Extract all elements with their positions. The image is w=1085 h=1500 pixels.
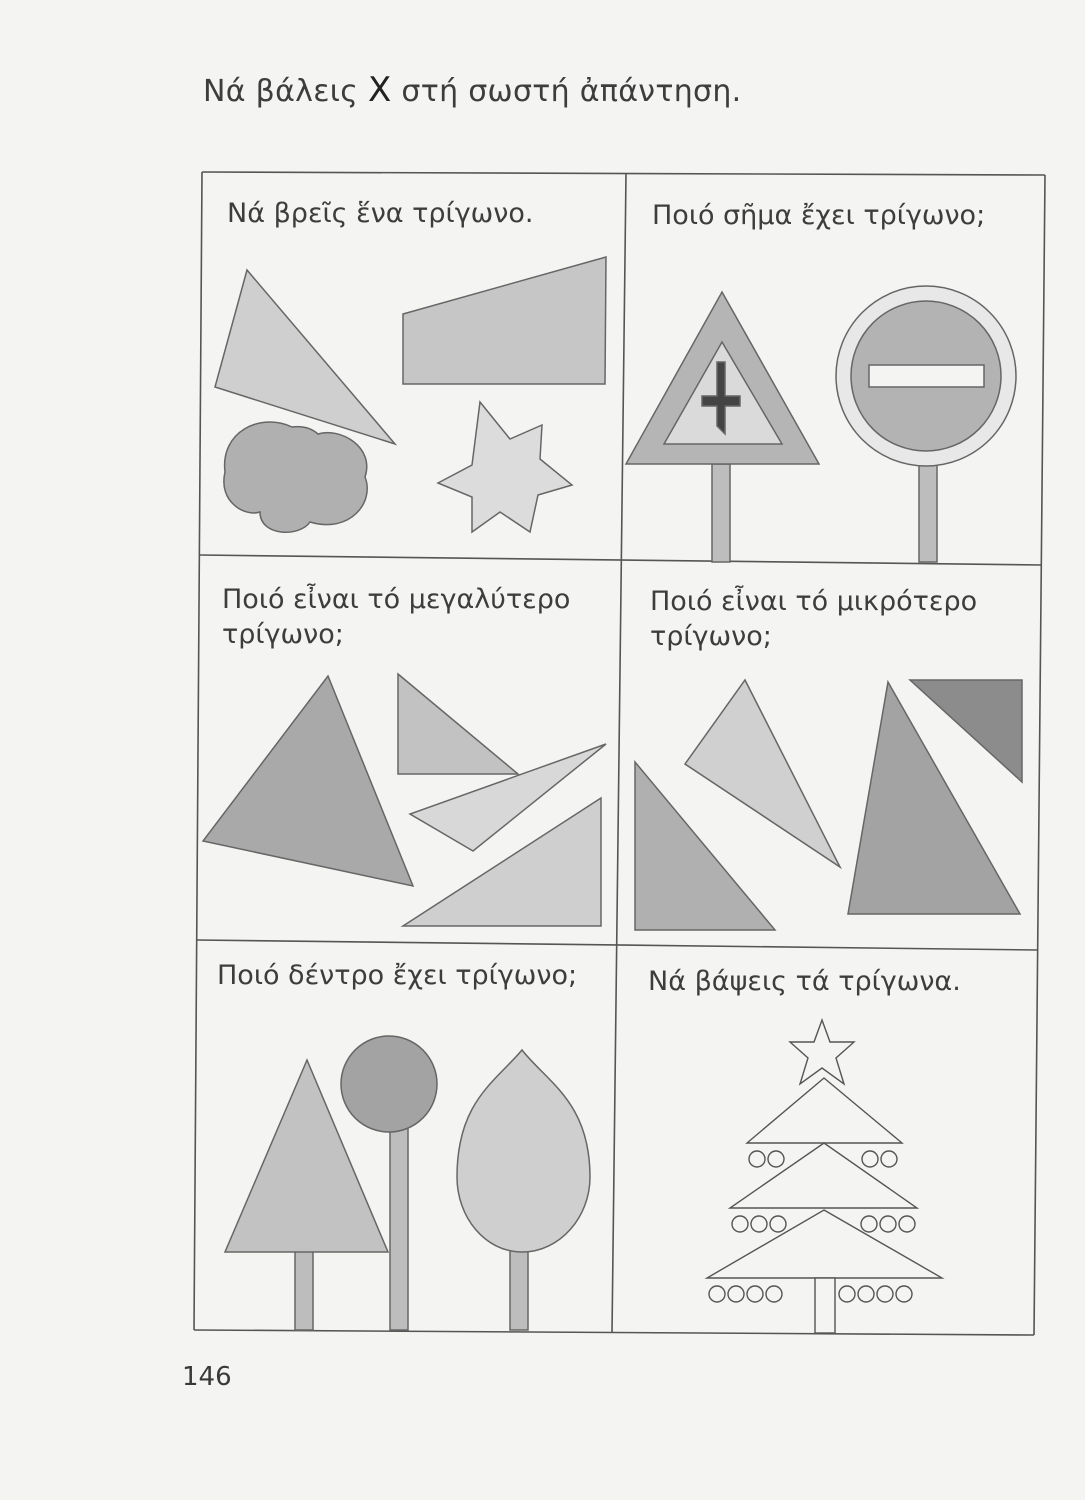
cell-title: Νά βρεῖς ἕνα τρίγωνο. — [227, 198, 534, 229]
ornament — [751, 1216, 767, 1232]
cell-sign-triangle — [624, 174, 1044, 564]
shapes-biggest-triangle — [198, 556, 624, 941]
cell-smallest-triangle — [620, 562, 1040, 947]
ornament — [768, 1151, 784, 1167]
tree-trunk-outline — [815, 1278, 835, 1333]
ornament — [766, 1286, 782, 1302]
ornament — [839, 1286, 855, 1302]
tall-triangle — [685, 680, 840, 867]
ornament — [880, 1216, 896, 1232]
cell-colour-triangles — [612, 948, 1034, 1338]
large-triangle — [203, 676, 413, 886]
instruction-after: στή σωστή ἀπάντηση. — [401, 74, 742, 109]
star-shape — [438, 402, 572, 532]
shapes-trees — [195, 942, 615, 1332]
cell-tree-triangle — [195, 942, 615, 1332]
round-sign-post — [919, 464, 937, 562]
ornament — [709, 1286, 725, 1302]
tree-tier-top — [747, 1078, 902, 1143]
ornament — [881, 1151, 897, 1167]
ornament — [877, 1286, 893, 1302]
trapezoid-shape — [403, 257, 606, 384]
drop-tree-trunk — [510, 1242, 528, 1330]
cell-title: Ποιό εἶναι τό μεγαλύτερο τρίγωνο; — [222, 584, 571, 650]
ornament — [770, 1216, 786, 1232]
drop-tree-crown — [457, 1050, 590, 1252]
page-number: 146 — [182, 1362, 232, 1392]
round-tree-crown — [341, 1036, 437, 1132]
triangle-shape — [215, 270, 395, 444]
shapes-find-triangle — [200, 172, 626, 557]
no-entry-bar — [869, 365, 984, 387]
round-tree-trunk — [390, 1112, 408, 1330]
cell-title: Νά βάψεις τά τρίγωνα. — [648, 966, 961, 997]
ornament — [728, 1286, 744, 1302]
star-outline — [790, 1020, 854, 1084]
cell-title: Ποιό σῆμα ἔχει τρίγωνο; — [652, 200, 986, 231]
x-mark: X — [367, 70, 392, 110]
sign-post — [712, 464, 730, 562]
ornament — [896, 1286, 912, 1302]
shapes-smallest-triangle — [620, 562, 1040, 947]
ornament — [861, 1216, 877, 1232]
small-triangle — [398, 674, 518, 774]
cell-find-triangle — [200, 172, 626, 557]
ornament — [862, 1151, 878, 1167]
christmas-tree-drawing — [612, 948, 1034, 1338]
ornament — [899, 1216, 915, 1232]
shapes-road-signs — [624, 174, 1044, 564]
ornament — [749, 1151, 765, 1167]
instruction-before: Νά βάλεις — [203, 74, 359, 109]
triangle-tree-trunk — [295, 1250, 313, 1330]
cell-title: Ποιό δέντρο ἔχει τρίγωνο; — [217, 960, 578, 991]
cloud-shape — [224, 422, 367, 532]
cell-title: Ποιό εἶναι τό μικρότερο τρίγωνο; — [650, 586, 978, 652]
ornament — [747, 1286, 763, 1302]
ornament — [858, 1286, 874, 1302]
cell-biggest-triangle — [198, 556, 624, 941]
ornament — [732, 1216, 748, 1232]
